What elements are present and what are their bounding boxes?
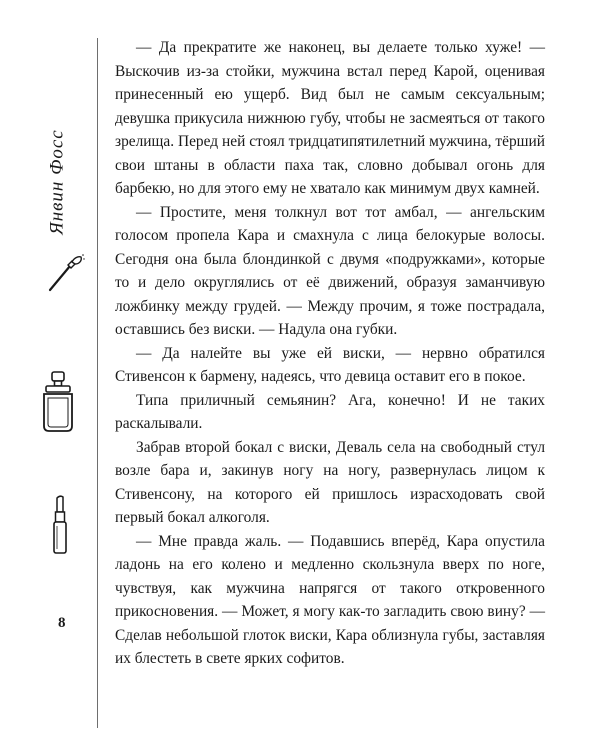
paragraph: — Да налейте вы уже ей виски, — нервно обратился Стивенсон к бармену, надеясь, что девица оставит его в покое.: [115, 344, 545, 385]
lipstick-icon: [48, 494, 72, 556]
body-text: [115, 36, 545, 671]
paragraph: — Простите, меня толкнул вот тот амбал, — ангельским голосом пропела Кара и смахнула с лица белокурые волосы. Сегодня она была блондинкой с двумя «подружками», которые то и дело округлялись от её движений, образуя заманчивую ложбинку между грудей. — Между прочим, я тоже пострадала, оставшись без виски. — Надула она губки.: [115, 203, 545, 338]
paragraph: Типа приличный семьянин? Ага, конечно! И не таких раскалывали.: [115, 391, 545, 432]
author-name-text: Янвин Фосс: [47, 129, 69, 235]
page-number: 8: [58, 615, 66, 631]
paragraph: — Мне правда жаль. — Подавшись вперёд, Кара опустила ладонь на его колено и медленно скользнула вверх по ноге, чувствуя, как мужчина напрягся от такого откровенного прикосновения. — Может, я могу как-то загладить свою вину? — Сделав небольшой глоток виски, Кара облизнула губы, заставляя их блестеть в свете ярких софитов.: [115, 532, 545, 667]
margin-divider: [97, 38, 98, 728]
paragraph: Забрав второй бокал с виски, Деваль села на свободный стул возле бара и, закинув ногу на ногу, развернулась лицом к Стивенсону, на которого ей пришлось израсходовать свой первый бокал алкоголя.: [115, 438, 545, 526]
makeup-brush-icon: [46, 252, 86, 294]
author-name: [38, 129, 78, 235]
paragraph: — Да прекратите же наконец, вы делаете только хуже! — Выскочив из-за стойки, мужчина встал перед Карой, оценивая принесенный ею ущерб. Вид был не самым сексуальным; девушка прикусила нижнюю губу, чтобы не засмеяться от такого зрелища. Перед ней стоял тридцатипятилетний мужчина, тёрший свои штаны в области паха так, словно добывал огонь для барбекю, но для этого ему не хватало как минимум двух камней.: [115, 39, 545, 197]
perfume-bottle-icon: [40, 370, 76, 434]
